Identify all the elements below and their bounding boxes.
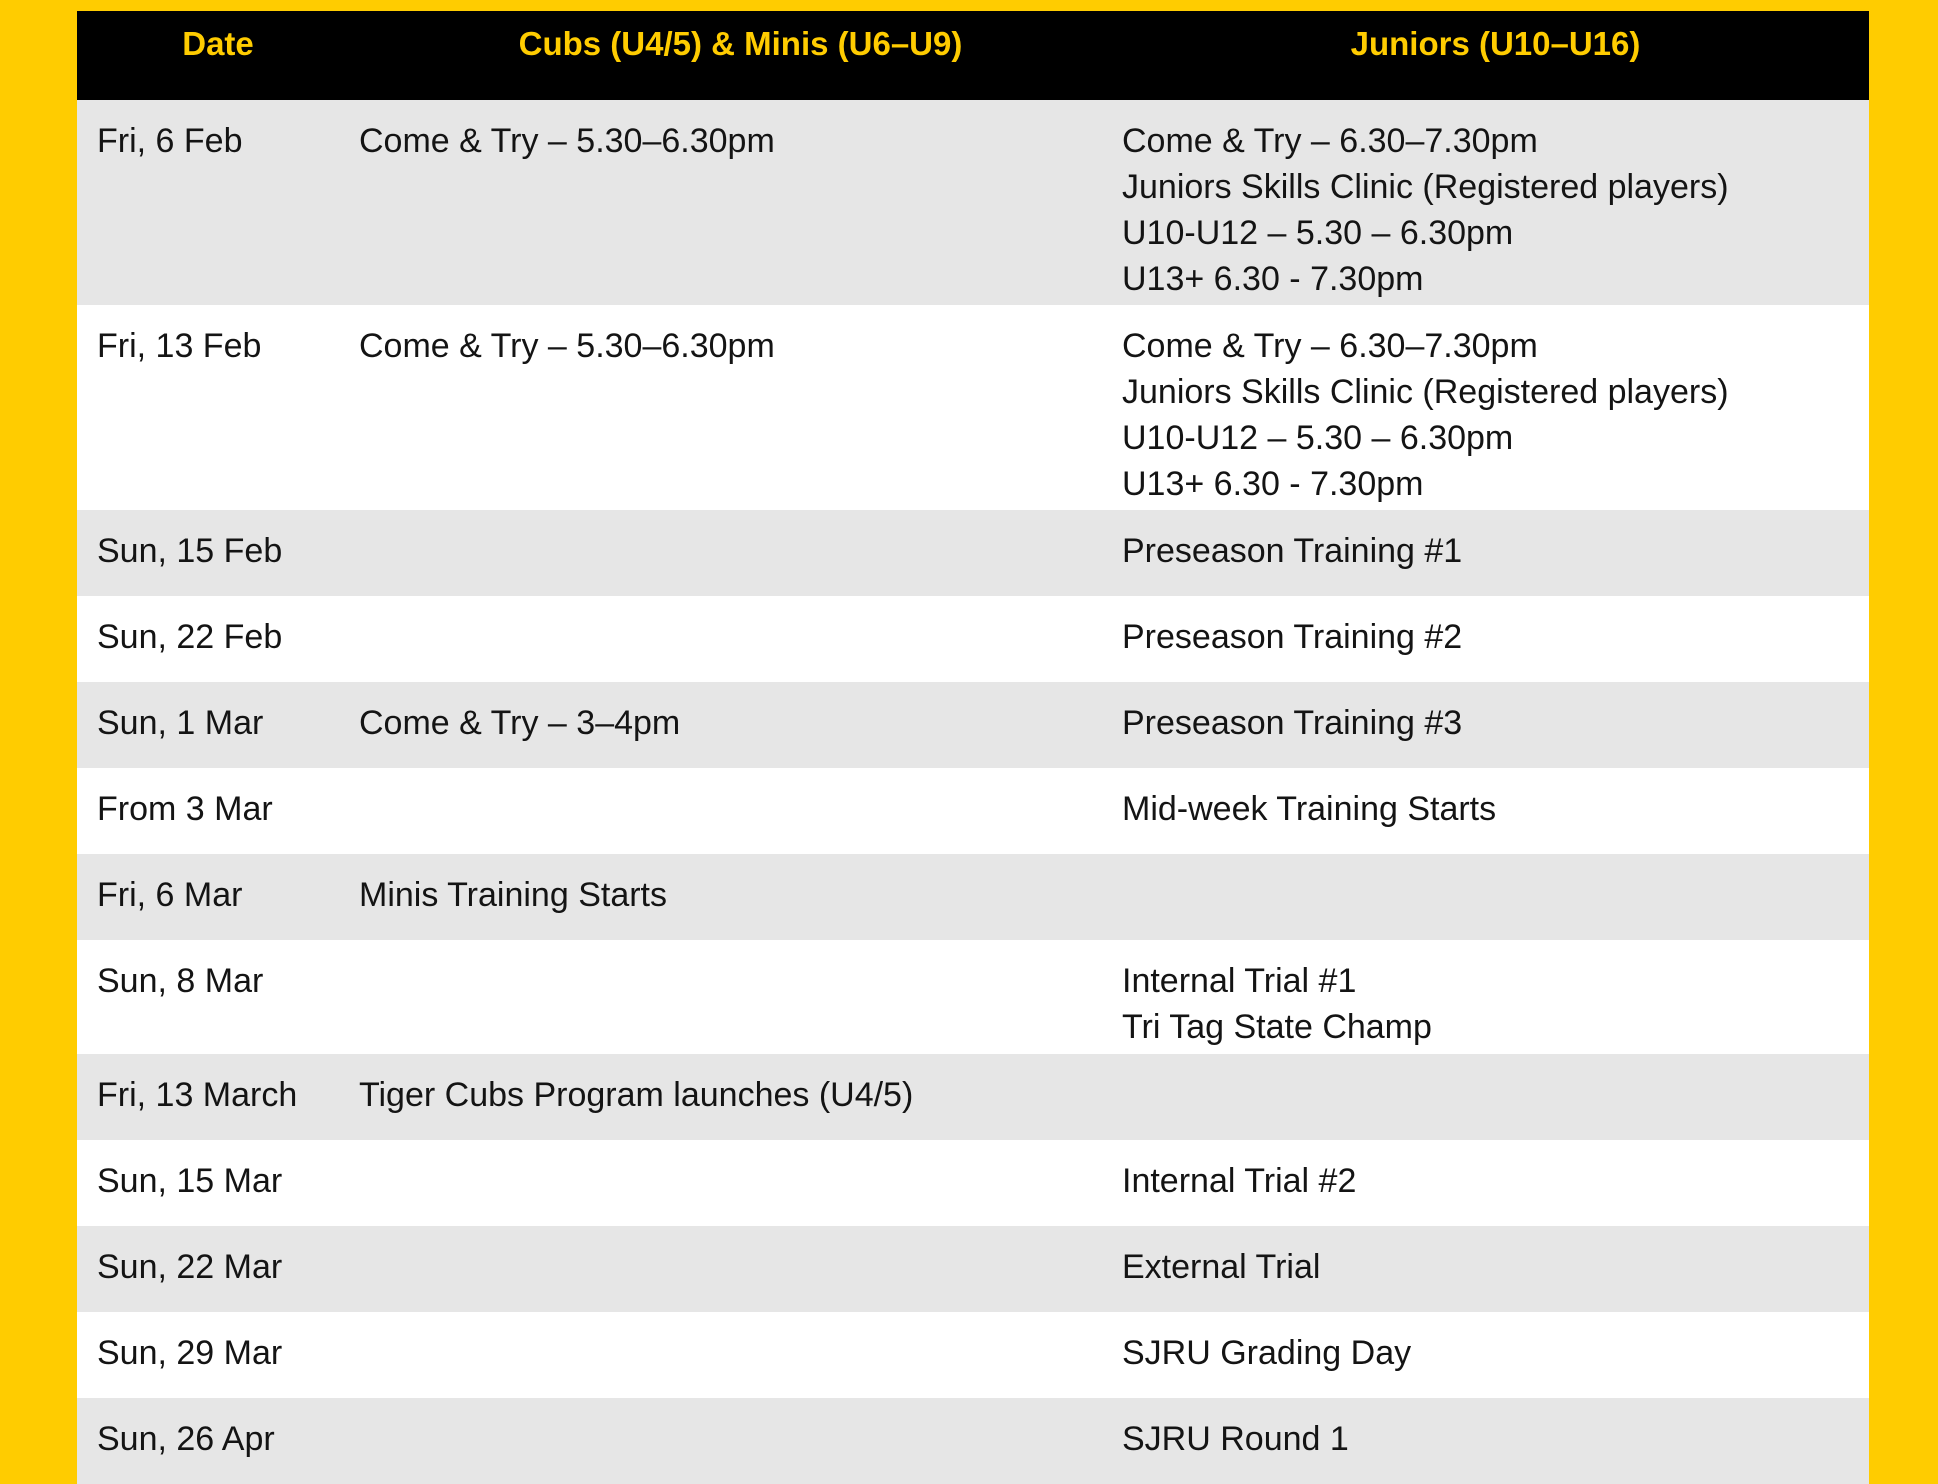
date-cell: Sun, 22 Mar [77,1226,359,1312]
date-cell: Sun, 29 Mar [77,1312,359,1398]
juniors-cell-line: Tri Tag State Champ [1122,1008,1432,1046]
cubs-minis-cell [359,940,1122,1054]
table-row [77,1312,1869,1398]
juniors-cell-line: Internal Trial #2 [1122,1162,1357,1200]
date-cell: Fri, 13 Feb [77,305,359,510]
juniors-cell [1122,1226,1869,1312]
schedule-table [77,11,1869,1484]
date-cell: Sun, 26 Apr [77,1398,359,1484]
header-date: Date [77,11,359,100]
cubs-minis-cell-line: Come & Try – 5.30–6.30pm [359,122,775,160]
table-row [77,596,1869,682]
cubs-minis-cell [359,596,1122,682]
cubs-minis-cell [359,1226,1122,1312]
cubs-minis-cell-line: Come & Try – 3–4pm [359,704,681,742]
juniors-cell-line: U10-U12 – 5.30 – 6.30pm [1122,214,1514,252]
juniors-cell-line: Preseason Training #1 [1122,532,1463,570]
juniors-cell-line: External Trial [1122,1248,1321,1286]
juniors-cell-line: U13+ 6.30 - 7.30pm [1122,260,1424,298]
juniors-cell-line: U13+ 6.30 - 7.30pm [1122,465,1424,503]
cubs-minis-cell [359,682,1122,768]
juniors-cell-line: Mid-week Training Starts [1122,790,1497,828]
juniors-cell-line: Internal Trial #1 [1122,962,1357,1000]
cubs-minis-cell [359,854,1122,940]
juniors-cell [1122,682,1869,768]
cubs-minis-cell-line: Minis Training Starts [359,876,667,914]
juniors-cell-line: Juniors Skills Clinic (Registered players) [1122,168,1729,206]
juniors-cell [1122,854,1869,940]
cubs-minis-cell [359,1054,1122,1140]
date-cell: Fri, 6 Feb [77,100,359,305]
juniors-cell [1122,768,1869,854]
table-row [77,100,1869,305]
table-row [77,305,1869,510]
juniors-cell [1122,596,1869,682]
juniors-cell-line: SJRU Grading Day [1122,1334,1412,1372]
table-row [77,854,1869,940]
table-row [77,1054,1869,1140]
table-row [77,682,1869,768]
juniors-cell-line: Come & Try – 6.30–7.30pm [1122,122,1538,160]
juniors-cell [1122,1140,1869,1226]
juniors-cell [1122,940,1869,1054]
table-row [77,768,1869,854]
juniors-cell [1122,1054,1869,1140]
cubs-minis-cell-line: Tiger Cubs Program launches (U4/5) [359,1076,914,1114]
juniors-cell [1122,305,1869,510]
juniors-cell [1122,100,1869,305]
date-cell: Sun, 8 Mar [77,940,359,1054]
table-row [77,510,1869,596]
juniors-cell-line: Come & Try – 6.30–7.30pm [1122,327,1538,365]
table-row [77,1226,1869,1312]
juniors-cell-line: U10-U12 – 5.30 – 6.30pm [1122,419,1514,457]
juniors-cell [1122,1398,1869,1484]
juniors-cell-line: SJRU Round 1 [1122,1420,1349,1458]
cubs-minis-cell [359,1312,1122,1398]
date-cell: Sun, 22 Feb [77,596,359,682]
juniors-cell-line: Preseason Training #2 [1122,618,1463,656]
cubs-minis-cell [359,510,1122,596]
date-cell: Sun, 1 Mar [77,682,359,768]
header-cubs-minis: Cubs (U4/5) & Minis (U6–U9) [359,11,1122,100]
cubs-minis-cell [359,305,1122,510]
date-cell: Fri, 13 March [77,1054,359,1140]
date-cell: From 3 Mar [77,768,359,854]
header-juniors: Juniors (U10–U16) [1122,11,1869,100]
header-row [77,11,1869,100]
date-cell: Sun, 15 Mar [77,1140,359,1226]
table-row [77,940,1869,1054]
date-cell: Sun, 15 Feb [77,510,359,596]
cubs-minis-cell-line: Come & Try – 5.30–6.30pm [359,327,775,365]
juniors-cell-line: Juniors Skills Clinic (Registered players) [1122,373,1729,411]
juniors-cell-line: Preseason Training #3 [1122,704,1463,742]
cubs-minis-cell [359,1398,1122,1484]
cubs-minis-cell [359,100,1122,305]
schedule-sheet [77,11,1869,1480]
juniors-cell [1122,1312,1869,1398]
juniors-cell [1122,510,1869,596]
cubs-minis-cell [359,768,1122,854]
table-row [77,1140,1869,1226]
cubs-minis-cell [359,1140,1122,1226]
table-row [77,1398,1869,1484]
date-cell: Fri, 6 Mar [77,854,359,940]
